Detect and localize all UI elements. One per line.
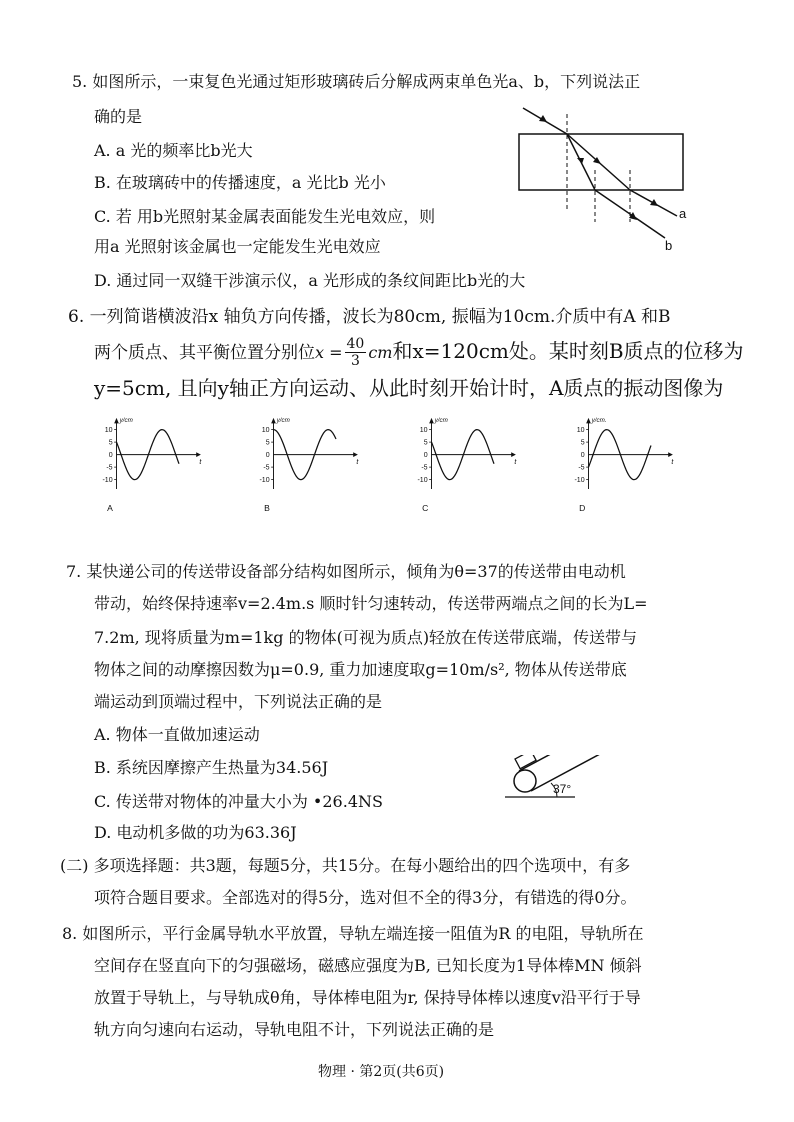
tick-label: 10 (419, 426, 428, 434)
q5-stem-line2: 确的是 (94, 107, 143, 126)
tick-label: 5 (423, 439, 428, 447)
q8-line1: 8. 如图所示，平行金属导轨水平放置，导轨左端连接一阻值为R 的电阻，导轨所在 (62, 924, 644, 943)
q8-line3: 放置于导轨上，与导轨成θ角，导体棒电阻为r, 保持导体棒以速度v沿平行于导 (94, 988, 641, 1007)
x-axis-label: t (356, 459, 359, 466)
y-axis-label: y/cm. (591, 416, 607, 424)
section2-line1: (二) 多项选择题：共3题，每题5分，共15分。在每小题给出的四个选项中，有多 (60, 856, 631, 875)
tick-label: -10 (102, 476, 113, 484)
x-axis-arrow (511, 452, 516, 457)
q7-line3: 7.2m, 现将质量为m=1kg 的物体(可视为质点)轻放在传送带底端，传送带与 (94, 628, 638, 647)
tick-label: 5 (265, 439, 270, 447)
q7-conveyor-figure (505, 755, 685, 905)
q6-line1: 6. 一列简谐横波沿x 轴负方向传播，波长为80cm, 振幅为10cm.介质中有A 和B (68, 307, 671, 327)
angle-label: 37° (553, 782, 572, 796)
q5-option-c-line2: 用a 光照射该金属也一定能发生光电效应 (94, 237, 381, 256)
q8-line2: 空间存在竖直向下的匀强磁场，磁感应强度为B, 已知长度为1导体棒MN 倾斜 (94, 956, 642, 975)
q6-line2-tail: 和x=120cm处。某时刻B质点的位移为 (392, 339, 744, 363)
y-axis-label: y/cm (119, 416, 133, 424)
belt-upper (519, 755, 642, 771)
tick-label: 0 (265, 451, 270, 459)
tick-label: -10 (259, 476, 270, 484)
tick-label: -10 (574, 476, 585, 484)
q5-option-b: B. 在玻璃砖中的传播速度，a 光比b 光小 (94, 173, 386, 192)
tick-label: -5 (578, 464, 585, 472)
graph-option-label: A (107, 502, 113, 513)
page-footer: 物理 · 第2页(共6页) (318, 1064, 445, 1080)
tick-label: 0 (423, 451, 428, 459)
tick-label: -5 (263, 464, 270, 472)
q6-line2 (94, 336, 744, 369)
ray-a-label: a (679, 206, 687, 221)
y-axis-arrow (114, 418, 119, 423)
tick-label: 10 (261, 426, 270, 434)
tick-label: 0 (580, 451, 585, 459)
x-axis-label: t (199, 459, 202, 466)
tick-label: -5 (106, 464, 113, 472)
ray-b-arrow-inside (577, 158, 584, 164)
y-axis-arrow (271, 418, 276, 423)
graph-option-label: B (264, 502, 270, 513)
ray-b-label: b (665, 238, 673, 253)
glass-brick (519, 134, 683, 190)
x-axis-label: t (514, 459, 517, 466)
x-axis-arrow (196, 452, 201, 457)
x-axis-arrow (668, 452, 673, 457)
y-axis-arrow (429, 418, 434, 423)
q6-line3: y=5cm, 且向y轴正方向运动、从此时刻开始计时，A质点的振动图像为 (94, 376, 724, 400)
q7-line5: 端运动到顶端过程中，下列说法正确的是 (94, 692, 383, 711)
graph-option-a (86, 414, 222, 514)
tick-label: 5 (580, 439, 585, 447)
tick-label: -10 (417, 476, 428, 484)
graph-option-b (243, 414, 379, 514)
q5-stem-line1: 5. 如图所示，一束复色光通过矩形玻璃砖后分解成两束单色光a、b，下列说法正 (72, 72, 641, 91)
graph-option-label: C (422, 502, 429, 513)
q6-fraction (345, 336, 367, 369)
q7-option-b: B. 系统因摩擦产生热量为34.56J (94, 758, 329, 777)
q6-fraction-num: 40 (346, 336, 365, 352)
y-axis-arrow (586, 418, 591, 423)
tick-label: 10 (104, 426, 113, 434)
q7-option-c: C. 传送带对物体的冲量大小为 •26.4NS (94, 792, 383, 811)
section2-line2: 项符合题目要求。全部选对的得5分，选对但不全的得3分，有错选的得0分。 (94, 888, 637, 907)
tick-label: 10 (576, 426, 585, 434)
belt-lower (531, 755, 654, 791)
q7-line2: 带动，始终保持速率v=2.4m.s 顺时针匀速转动，传送带两端点之间的长为L= (94, 594, 648, 613)
graph-option-label: D (579, 502, 586, 513)
tick-label: -5 (421, 464, 428, 472)
q5-option-d: D. 通过同一双缝干涉演示仪，a 光形成的条纹间距比b光的大 (94, 271, 526, 290)
q6-unit-cm: cm (368, 343, 393, 362)
q7-line4: 物体之间的动摩擦因数为μ=0.9, 重力加速度取g=10m/s², 物体从传送带底 (94, 660, 627, 679)
q6-line2-text: 两个质点、其平衡位置分别位 (94, 343, 315, 363)
q7-option-a: A. 物体一直做加速运动 (94, 725, 260, 744)
x-axis-arrow (353, 452, 358, 457)
tick-label: 0 (108, 451, 113, 459)
q8-line4: 轨方向匀速向右运动，导轨电阻不计，下列说法正确的是 (94, 1020, 495, 1039)
y-axis-label: y/cm (434, 416, 448, 424)
y-axis-label: y/cm (276, 416, 290, 424)
graph-option-d (558, 414, 694, 514)
bottom-roller (514, 770, 536, 792)
q5-option-c-line1: C. 若 用b光照射某金属表面能发生光电效应，则 (94, 207, 436, 226)
q6-fraction-den: 3 (350, 353, 360, 369)
q7-option-d: D. 电动机多做的功为63.36J (94, 823, 297, 842)
tick-label: 5 (108, 439, 113, 447)
ray-b-out (595, 190, 665, 238)
q5-glass-brick-figure (505, 100, 705, 260)
q7-line1: 7. 某快递公司的传送带设备部分结构如图所示，倾角为θ=37的传送带由电动机 (66, 562, 626, 581)
q5-option-a: A. a 光的频率比b光大 (94, 141, 253, 160)
graph-option-c (401, 414, 537, 514)
x-axis-label: t (671, 459, 674, 466)
q6-formula-x: x = (315, 343, 343, 362)
